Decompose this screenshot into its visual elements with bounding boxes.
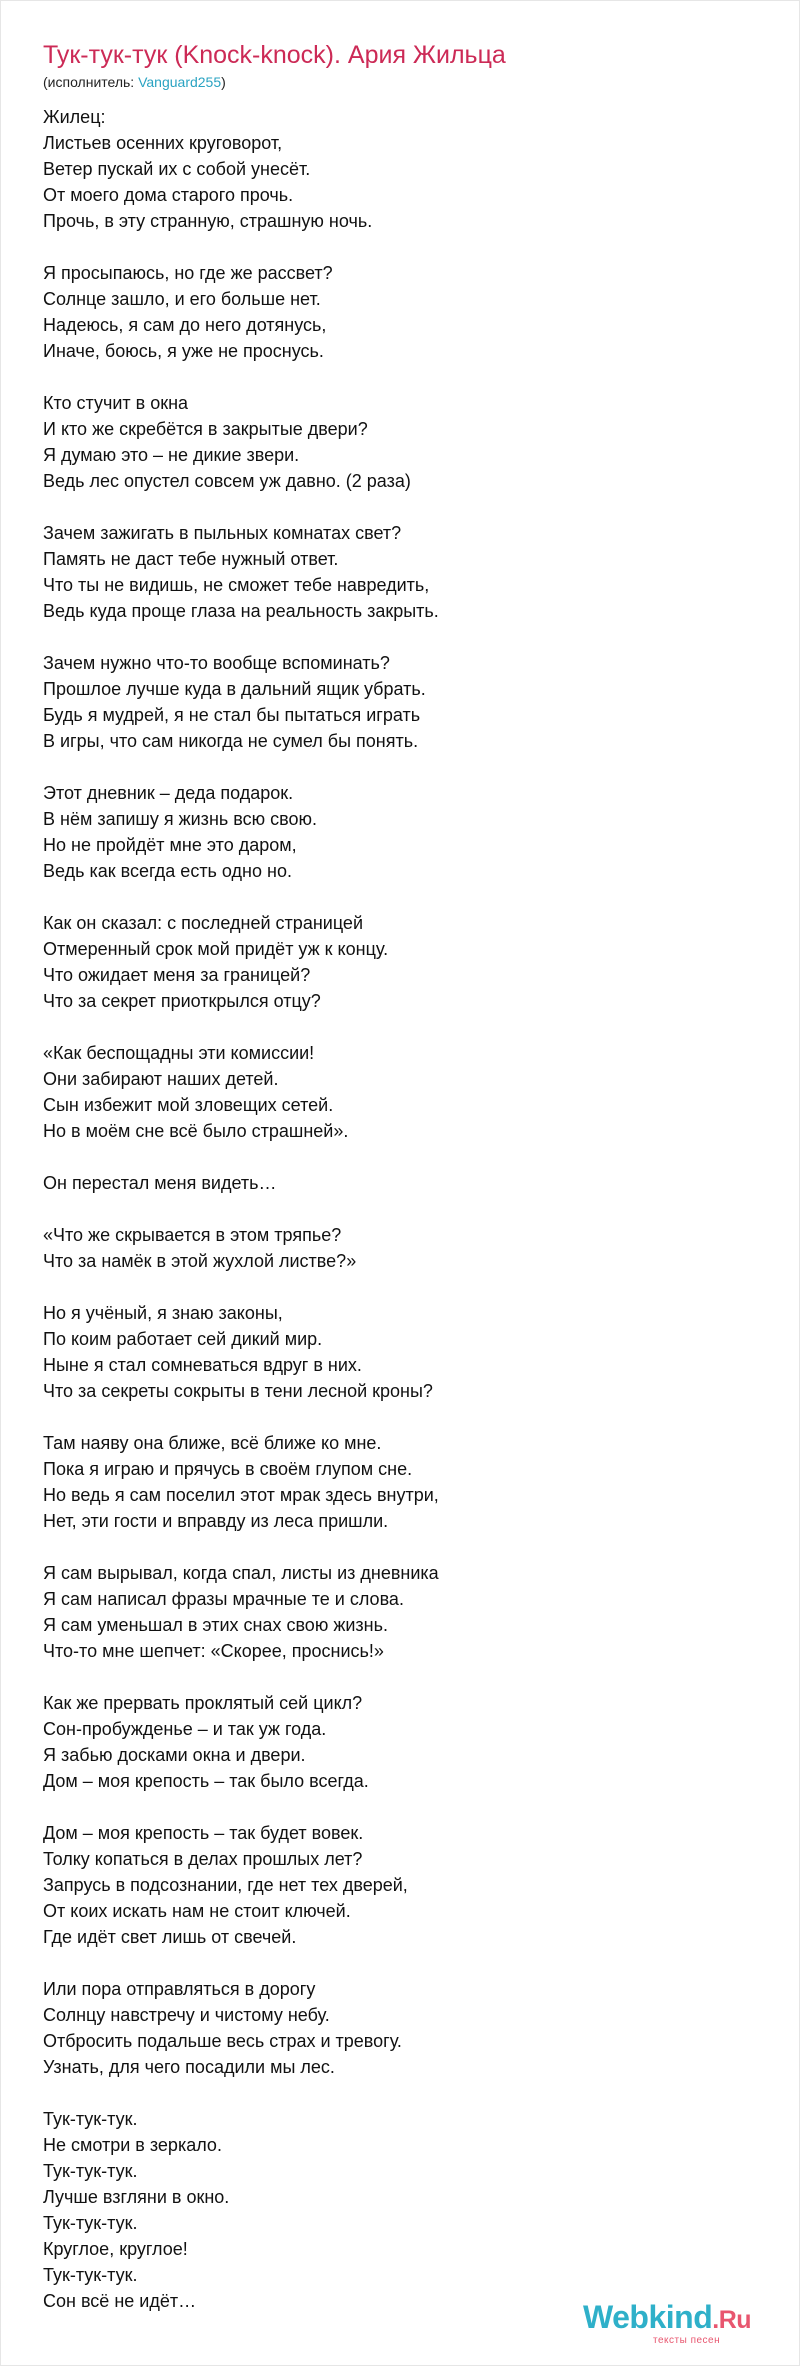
lyric-line: Тук-тук-тук. bbox=[43, 2213, 138, 2233]
lyric-stanza bbox=[43, 260, 763, 364]
lyric-line: Ныне я стал сомневаться вдруг в них. bbox=[43, 1355, 362, 1375]
lyric-stanza bbox=[43, 1690, 763, 1794]
lyric-line: От моего дома старого прочь. bbox=[43, 185, 294, 205]
logo-wordmark bbox=[583, 2299, 751, 2338]
lyric-line: Отбросить подальше весь страх и тревогу. bbox=[43, 2031, 402, 2051]
lyric-line: Нет, эти гости и вправду из леса пришли. bbox=[43, 1511, 389, 1531]
lyric-line: Зачем зажигать в пыльных комнатах свет? bbox=[43, 523, 402, 543]
lyric-line: Надеюсь, я сам до него дотянусь, bbox=[43, 315, 327, 335]
lyric-line: Я сам уменьшал в этих снах свою жизнь. bbox=[43, 1615, 388, 1635]
lyric-line: Солнце зашло, и его больше нет. bbox=[43, 289, 321, 309]
lyric-line: Пока я играю и прячусь в своём глупом сне. bbox=[43, 1459, 413, 1479]
lyric-line: Зачем нужно что-то вообще вспоминать? bbox=[43, 653, 390, 673]
lyric-line: Не смотри в зеркало. bbox=[43, 2135, 222, 2155]
lyric-line: И кто же скребётся в закрытые двери? bbox=[43, 419, 368, 439]
lyric-line: Дом – моя крепость – так было всегда. bbox=[43, 1771, 369, 1791]
lyric-line: Сон всё не идёт… bbox=[43, 2291, 197, 2311]
lyric-line: Сын избежит мой зловещих сетей. bbox=[43, 1095, 334, 1115]
lyric-stanza bbox=[43, 520, 763, 624]
lyric-stanza bbox=[43, 1222, 763, 1274]
lyric-line: «Как беспощадны эти комиссии! bbox=[43, 1043, 315, 1063]
lyric-line: Но в моём сне всё было страшней». bbox=[43, 1121, 349, 1141]
lyric-line: Как он сказал: с последней страницей bbox=[43, 913, 363, 933]
lyric-line: От коих искать нам не стоит ключей. bbox=[43, 1901, 351, 1921]
lyric-line: Ветер пускай их с собой унесёт. bbox=[43, 159, 311, 179]
lyric-line: Ведь как всегда есть одно но. bbox=[43, 861, 292, 881]
lyric-line: Прочь, в эту странную, страшную ночь. bbox=[43, 211, 373, 231]
logo-main-text: Webkind bbox=[583, 2299, 713, 2335]
lyric-line: Он перестал меня видеть… bbox=[43, 1173, 277, 1193]
lyric-line: Но ведь я сам поселил этот мрак здесь внутри, bbox=[43, 1485, 439, 1505]
lyric-line: Кто стучит в окна bbox=[43, 393, 189, 413]
artist-prefix: (исполнитель: bbox=[43, 74, 139, 90]
lyric-line: Но я учёный, я знаю законы, bbox=[43, 1303, 283, 1323]
lyric-line: Толку копаться в делах прошлых лет? bbox=[43, 1849, 363, 1869]
lyric-line: Запрусь в подсознании, где нет тех дверей, bbox=[43, 1875, 408, 1895]
lyric-line: Где идёт свет лишь от свечей. bbox=[43, 1927, 297, 1947]
lyric-line: Ведь лес опустел совсем уж давно. (2 раза) bbox=[43, 471, 411, 491]
lyric-line: Я просыпаюсь, но где же рассвет? bbox=[43, 263, 333, 283]
lyric-line: Листьев осенних круговорот, bbox=[43, 133, 283, 153]
lyric-line: Что за намёк в этой жухлой листве?» bbox=[43, 1251, 357, 1271]
page-title: Тук-тук-тук (Knock-knock). Ария Жильца bbox=[43, 41, 506, 69]
lyric-line: «Что же скрывается в этом тряпье? bbox=[43, 1225, 342, 1245]
lyric-stanza bbox=[43, 1820, 763, 1950]
lyric-line: Жилец: bbox=[43, 107, 106, 127]
lyric-line: Что ожидает меня за границей? bbox=[43, 965, 311, 985]
lyric-line: По коим работает сей дикий мир. bbox=[43, 1329, 323, 1349]
lyric-stanza bbox=[43, 1560, 763, 1664]
lyric-line: Тук-тук-тук. bbox=[43, 2265, 138, 2285]
lyric-line: В нём запишу я жизнь всю свою. bbox=[43, 809, 317, 829]
artist-link[interactable]: Vanguard255 bbox=[138, 74, 222, 90]
lyric-line: Этот дневник – деда подарок. bbox=[43, 783, 294, 803]
lyric-line: Ведь куда проще глаза на реальность закрыть. bbox=[43, 601, 439, 621]
lyric-line: Отмеренный срок мой придёт уж к концу. bbox=[43, 939, 389, 959]
lyric-stanza bbox=[43, 104, 763, 234]
lyric-line: Узнать, для чего посадили мы лес. bbox=[43, 2057, 335, 2077]
lyric-line: Круглое, круглое! bbox=[43, 2239, 188, 2259]
lyric-line: Что ты не видишь, не сможет тебе навредить, bbox=[43, 575, 430, 595]
lyric-line: Прошлое лучше куда в дальний ящик убрать. bbox=[43, 679, 426, 699]
lyric-line: Я сам написал фразы мрачные те и слова. bbox=[43, 1589, 404, 1609]
logo-tagline: тексты песен bbox=[653, 2335, 721, 2346]
lyric-line: Как же прервать проклятый сей цикл? bbox=[43, 1693, 363, 1713]
lyric-line: Будь я мудрей, я не стал бы пытаться играть bbox=[43, 705, 421, 725]
lyric-line: Что за секреты сокрыты в тени лесной кроны? bbox=[43, 1381, 433, 1401]
lyric-stanza bbox=[43, 2106, 763, 2314]
lyric-line: Память не даст тебе нужный ответ. bbox=[43, 549, 339, 569]
artist-suffix: ) bbox=[221, 74, 226, 90]
lyric-line: Или пора отправляться в дорогу bbox=[43, 1979, 316, 1999]
lyrics-body bbox=[43, 104, 763, 2340]
lyric-line: Что за секрет приоткрылся отцу? bbox=[43, 991, 321, 1011]
lyric-line: Но не пройдёт мне это даром, bbox=[43, 835, 297, 855]
site-logo[interactable] bbox=[583, 2299, 773, 2349]
artist-line bbox=[43, 73, 226, 91]
lyric-stanza bbox=[43, 1300, 763, 1404]
lyric-line: Солнцу навстречу и чистому небу. bbox=[43, 2005, 330, 2025]
lyric-line: Я думаю это – не дикие звери. bbox=[43, 445, 300, 465]
lyric-line: Лучше взгляни в окно. bbox=[43, 2187, 230, 2207]
lyric-line: В игры, что сам никогда не сумел бы понять. bbox=[43, 731, 419, 751]
lyric-line: Что-то мне шепчет: «Скорее, проснись!» bbox=[43, 1641, 384, 1661]
lyric-stanza bbox=[43, 1430, 763, 1534]
lyric-line: Дом – моя крепость – так будет вовек. bbox=[43, 1823, 364, 1843]
lyric-stanza bbox=[43, 1170, 763, 1196]
lyric-stanza bbox=[43, 910, 763, 1014]
lyric-stanza bbox=[43, 780, 763, 884]
lyric-line: Тук-тук-тук. bbox=[43, 2161, 138, 2181]
lyric-stanza bbox=[43, 1976, 763, 2080]
logo-domain-text: .Ru bbox=[712, 2306, 752, 2334]
lyric-line: Я забью досками окна и двери. bbox=[43, 1745, 306, 1765]
lyric-line: Там наяву она ближе, всё ближе ко мне. bbox=[43, 1433, 382, 1453]
lyric-stanza bbox=[43, 650, 763, 754]
lyric-line: Сон-пробужденье – и так уж года. bbox=[43, 1719, 327, 1739]
lyric-stanza bbox=[43, 1040, 763, 1144]
lyric-line: Они забирают наших детей. bbox=[43, 1069, 279, 1089]
lyric-line: Я сам вырывал, когда спал, листы из дневника bbox=[43, 1563, 439, 1583]
lyric-line: Тук-тук-тук. bbox=[43, 2109, 138, 2129]
lyric-line: Иначе, боюсь, я уже не проснусь. bbox=[43, 341, 324, 361]
lyric-stanza bbox=[43, 390, 763, 494]
